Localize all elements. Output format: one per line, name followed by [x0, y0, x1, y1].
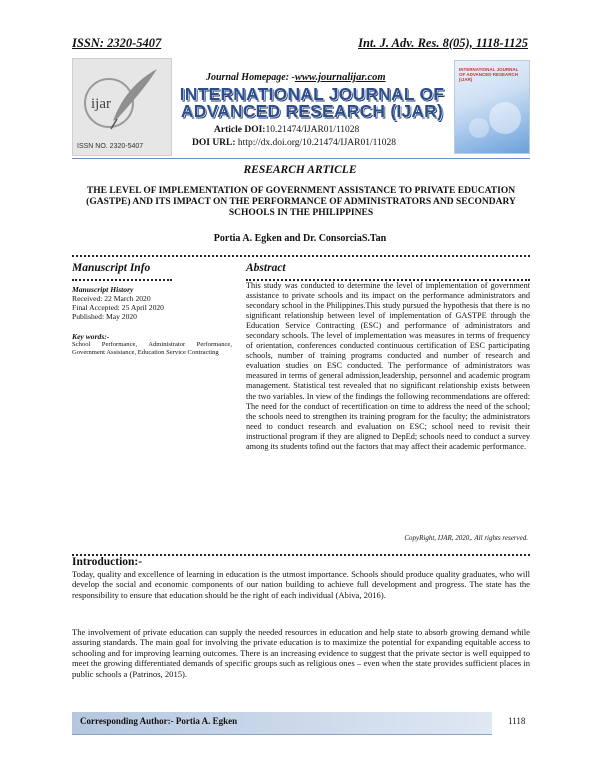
paper-authors: Portia A. Egken and Dr. ConsorciaS.Tan: [213, 233, 387, 244]
introduction-heading: Introduction:-: [72, 556, 143, 568]
dotted-divider: [72, 245, 530, 257]
accepted-date: Final Accepted: 25 April 2020: [72, 303, 164, 312]
article-doi-value: 10.21474/IJAR01/11028: [265, 125, 360, 135]
introduction-paragraph-1: Today, quality and excellence of learning in education is the utmost importance. Schools should produce quality graduates, who will develop the social and economic components of our nation building to achieve full development and progress. The state has the responsibility to ensure that education should be the right of each individual (Abiva, 2016).: [72, 569, 530, 600]
homepage-label: Journal Homepage: -: [206, 72, 295, 83]
cover-title: INTERNATIONAL JOURNAL OF ADVANCED RESEARCH (IJAR): [459, 67, 519, 82]
history-label: Manuscript History: [72, 285, 134, 294]
journal-title: [172, 86, 452, 120]
doi-url-label: DOI URL:: [192, 138, 236, 148]
abstract-heading: Abstract: [246, 262, 286, 274]
issn-header: ISSN: 2320-5407: [72, 36, 162, 50]
abstract-text: This study was conducted to determine the level of implementation of government assistance to private schools and its impact on the performance administrators and secondary school in the Philippines.This study pursued the hypothesis that there is no significant relationship between level of implementation of GASTPE through the Education Service Contracting (ESC) and performance of administrators and secondary schools. The level of implementation was measures in terms of frequency of orientation, conferences conducted continuous certification of ESC participating schools, number of training programs conducted and number of research and evaluation studies on ESC conducted. The performance of administrators was measured in terms of general admission,leadership, personnel and academic program management. Statistical test revealed that no significant relationship exists between the two variables. In view of the findings the following recommendations are offered: The need for the conduct of recertification on time to address the need of the school; the schools need to strengthen its training program for the faculty; the administrators need to conduct research and evaluation on ESC; school need to revisit their instructional program if they are aligned to DepEd; schools need to conduct a survey among its students tofind out the factors that may affect their academic performance.: [246, 281, 530, 451]
journal-banner: [72, 58, 530, 156]
logo-issn: ISSN NO. 2320-5407: [77, 143, 144, 150]
doi-url-value[interactable]: http://dx.doi.org/10.21474/IJAR01/11028: [237, 138, 396, 148]
dotted-divider-2: [72, 544, 530, 556]
journal-homepage: [206, 72, 386, 83]
keywords: School Performance, Administrator Performance, Government Assistance, Education Service Contracting: [72, 341, 232, 356]
journal-cover-thumbnail: [454, 60, 530, 154]
manuscript-info-dots: [72, 274, 172, 281]
cover-graphic-icon: [455, 82, 530, 142]
received-date: Received: 22 March 2020: [72, 294, 151, 303]
abstract-dots: [246, 274, 530, 281]
published-date: Published: May 2020: [72, 312, 137, 321]
corresponding-author: Corresponding Author:- Portia A. Egken: [80, 716, 238, 726]
article-type: RESEARCH ARTICLE: [243, 164, 357, 176]
page-number: 1118: [508, 716, 526, 726]
introduction-paragraph-2: The involvement of private education can supply the needed resources in education and help state to absorb growing demand while assuring standards. The main goal for involving the private education is to maximize the potential for expanding equitable access to schooling and for improving learning outcomes. There is an increasing evidence to suggest that the private sector is well equipped to meet the growing differentiated demands of specific groups such as religious ones – even when the state provides sufficient places in public schools a (Patrinos, 2015).: [72, 627, 530, 679]
article-doi: [214, 125, 359, 135]
journal-logo: [72, 58, 172, 156]
copyright-notice: CopyRight, IJAR, 2020,. All rights reserved.: [404, 534, 528, 542]
logo-text: ijar: [91, 96, 111, 112]
paper-title: THE LEVEL OF IMPLEMENTATION OF GOVERNMENT ASSISTANCE TO PRIVATE EDUCATION (GASTPE) AND ITS IMPACT ON THE PERFORMANCE OF ADMINISTRATORS AND SECONDARY SCHOOLS IN THE PHILIPPINES: [86, 186, 516, 218]
quill-logo-icon: [73, 59, 171, 155]
keywords-label: Key words:-: [72, 332, 110, 341]
manuscript-info-heading: Manuscript Info: [72, 262, 151, 274]
citation-header: Int. J. Adv. Res. 8(05), 1118-1125: [358, 36, 528, 50]
homepage-link[interactable]: www.journalijar.com: [294, 72, 386, 83]
doi-url: [192, 138, 396, 148]
journal-title-line2: ADVANCED RESEARCH (IJAR): [180, 101, 444, 121]
manuscript-info: [72, 285, 232, 357]
banner-divider: [72, 158, 530, 159]
journal-title-line1: INTERNATIONAL JOURNAL OF: [179, 84, 445, 104]
article-doi-label: Article DOI:: [214, 125, 266, 135]
